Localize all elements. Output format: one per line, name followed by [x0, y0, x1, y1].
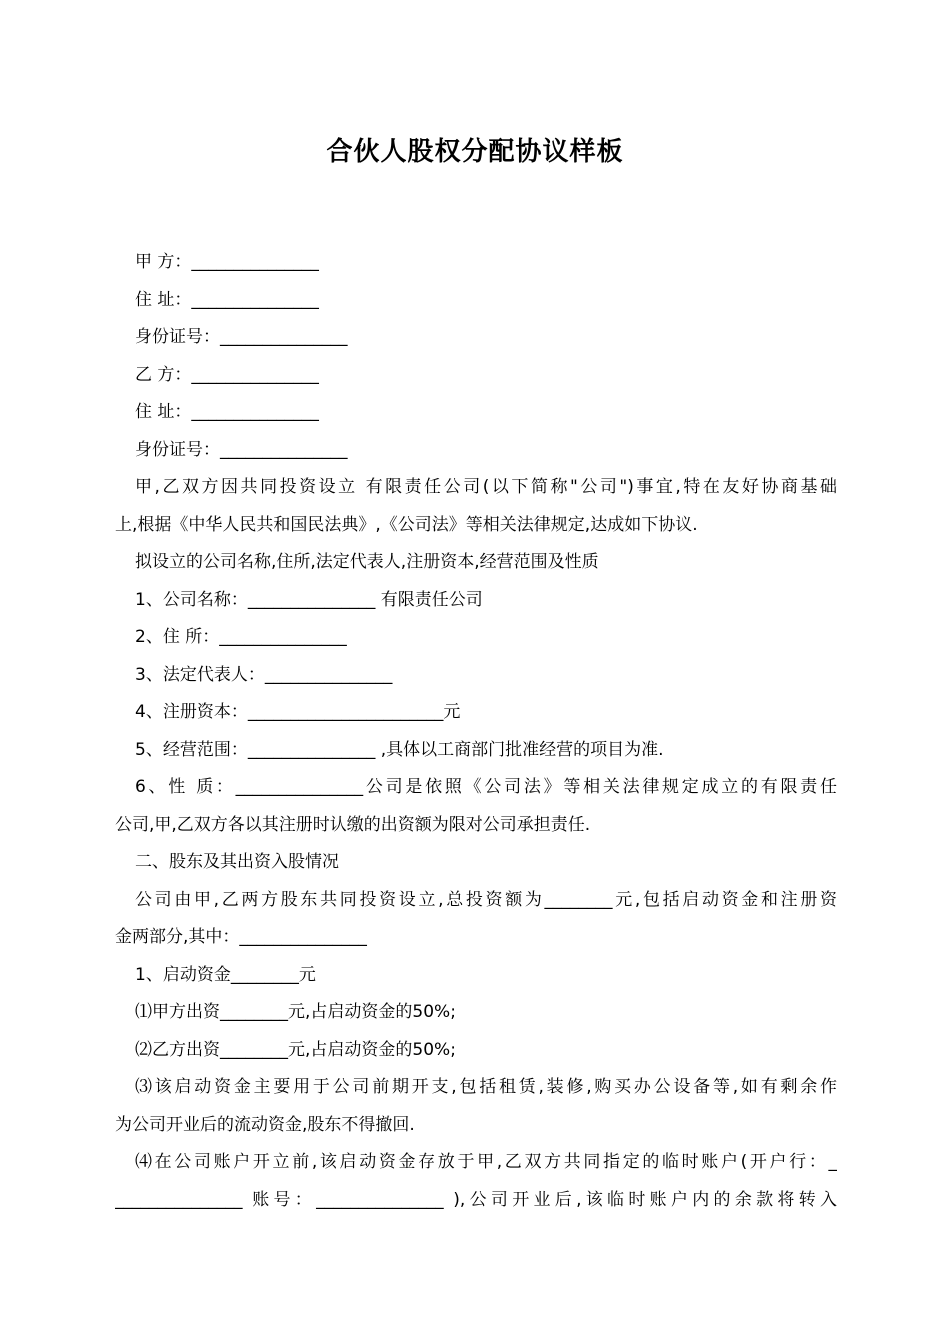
document-line: 公司,甲,乙双方各以其注册时认缴的出资额为限对公司承担责任. [115, 814, 591, 835]
document-line: 上,根据《中华人民共和国民法典》,《公司法》等相关法律规定,达成如下协议. [115, 514, 698, 535]
document-line: 二、股东及其出资入股情况 [135, 852, 339, 872]
document-line: 为公司开业后的流动资金,股东不得撤回. [115, 1114, 415, 1135]
document-line: 住 址：_______________ [135, 289, 319, 310]
document-line: ⑵乙方出资________元,占启动资金的50%; [135, 1039, 456, 1060]
document-line: 1、公司名称：_______________ 有限责任公司 [135, 589, 483, 610]
document-line: 1、启动资金________元 [135, 964, 316, 985]
document-line: 身份证号：_______________ [135, 439, 348, 460]
document-line: 身份证号：_______________ [135, 327, 348, 347]
document-line: 3、法定代表人：_______________ [135, 664, 393, 685]
document-line: 6、性 质：_______________公司是依照《公司法》等相关法律规定成立的有限责任 [135, 777, 837, 797]
document-line: 4、注册资本：_______________________元 [135, 702, 461, 722]
document-line: _______________ 账号：_______________ ),公司开业后,该临时账户内的余款将转入 [115, 1189, 837, 1210]
document-line: 拟设立的公司名称,住所,法定代表人,注册资本,经营范围及性质 [135, 552, 599, 572]
document-line: 金两部分,其中：_______________ [115, 927, 367, 947]
document-line: 甲,乙双方因共同投资设立 有限责任公司(以下简称"公司")事宜,特在友好协商基础 [135, 477, 837, 497]
document-line: 2、住 所：_______________ [135, 627, 347, 647]
document-body [115, 244, 837, 1219]
document-line: 5、经营范围：_______________ ,具体以工商部门批准经营的项目为准. [135, 739, 664, 760]
document-line: ⑶该启动资金主要用于公司前期开支,包括租赁,装修,购买办公设备等,如有剩余作 [135, 1077, 837, 1097]
document-line: 公司由甲,乙两方股东共同投资设立,总投资额为________元,包括启动资金和注册资 [135, 889, 837, 910]
document-line: ⑷在公司账户开立前,该启动资金存放于甲,乙双方共同指定的临时账户(开户行：_ [135, 1152, 837, 1172]
document-title: 合伙人股权分配协议样板 [326, 137, 624, 167]
document-line: ⑴甲方出资________元,占启动资金的50%; [135, 1002, 456, 1022]
document-line: 甲 方：_______________ [135, 252, 319, 272]
document-line: 住 址：_______________ [135, 402, 319, 422]
document-line: 乙 方：_______________ [135, 364, 319, 385]
